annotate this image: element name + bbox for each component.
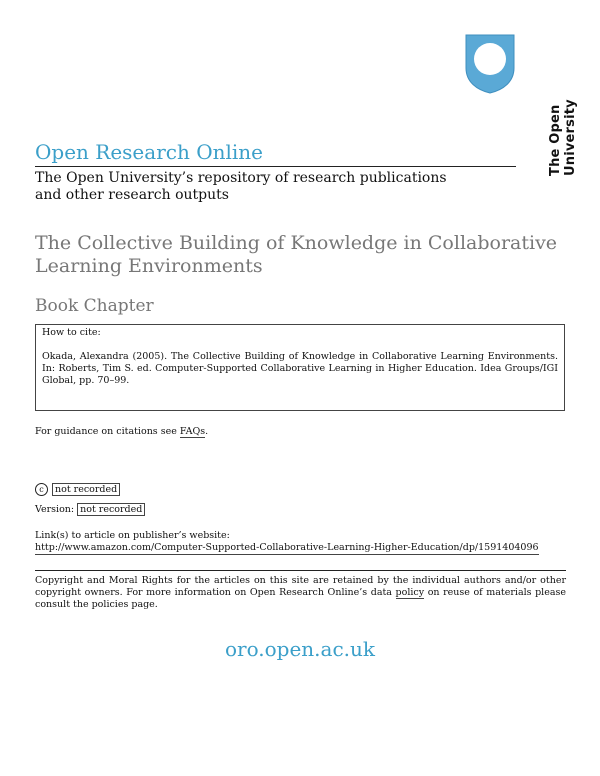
citation-heading: How to cite:	[42, 327, 101, 338]
document-title-line-1: The Collective Building of Knowledge in Collaborative	[35, 232, 558, 254]
description-line-1: The Open University’s repository of research publications	[35, 170, 447, 186]
policy-link[interactable]: policy	[395, 587, 425, 598]
rights-divider	[35, 570, 566, 571]
copyright-icon: c	[35, 483, 48, 496]
copyright-line	[35, 483, 120, 496]
guidance-prefix: For guidance on citations see	[35, 426, 180, 437]
copyright-value[interactable]: not recorded	[52, 483, 120, 496]
header-divider	[35, 166, 516, 167]
footer-url-text[interactable]: oro.open.ac.uk	[224, 637, 376, 661]
repository-description	[35, 170, 455, 204]
guidance-suffix: .	[205, 426, 209, 437]
version-value[interactable]: not recorded	[77, 503, 145, 516]
publisher-url-link[interactable]: http://www.amazon.com/Computer-Supported-Collaborative-Learning-Higher-Education/dp/1591404096	[35, 542, 539, 553]
open-university-shield-icon	[465, 34, 515, 94]
citation-box	[35, 324, 565, 411]
document-title-line-2: Learning Environments	[35, 255, 263, 277]
document-type: Book Chapter	[35, 296, 154, 316]
publisher-links-label: Link(s) to article on publisher’s website:	[35, 530, 230, 541]
citation-reference: Okada, Alexandra (2005). The Collective Building of Knowledge in Collaborative Learning Environments. In: Roberts, Tim S. ed. Computer-Supported Collaborative Learning in Higher Education. Idea Groups/IGI Global, pp. 70–99.	[42, 351, 558, 386]
version-label: Version:	[35, 504, 78, 515]
site-title[interactable]: Open Research Online	[35, 140, 263, 164]
rights-text-before: Copyright and Moral Rights for the articles on this site are retained by the individual authors and/or other copyright owners. For more information on Open Research Online’s data	[35, 575, 566, 598]
rights-statement	[35, 575, 566, 611]
faqs-link[interactable]: FAQs	[179, 426, 206, 437]
description-line-2: and other research outputs	[35, 187, 229, 203]
version-line	[35, 504, 145, 516]
footer-site-url[interactable]	[0, 637, 600, 661]
document-title	[35, 232, 575, 278]
citation-guidance	[35, 426, 208, 438]
open-university-logo-text: The Open University	[548, 99, 578, 176]
rights-text-after: on reuse of materials please consult the policies page.	[35, 587, 566, 610]
publisher-links	[35, 530, 539, 555]
